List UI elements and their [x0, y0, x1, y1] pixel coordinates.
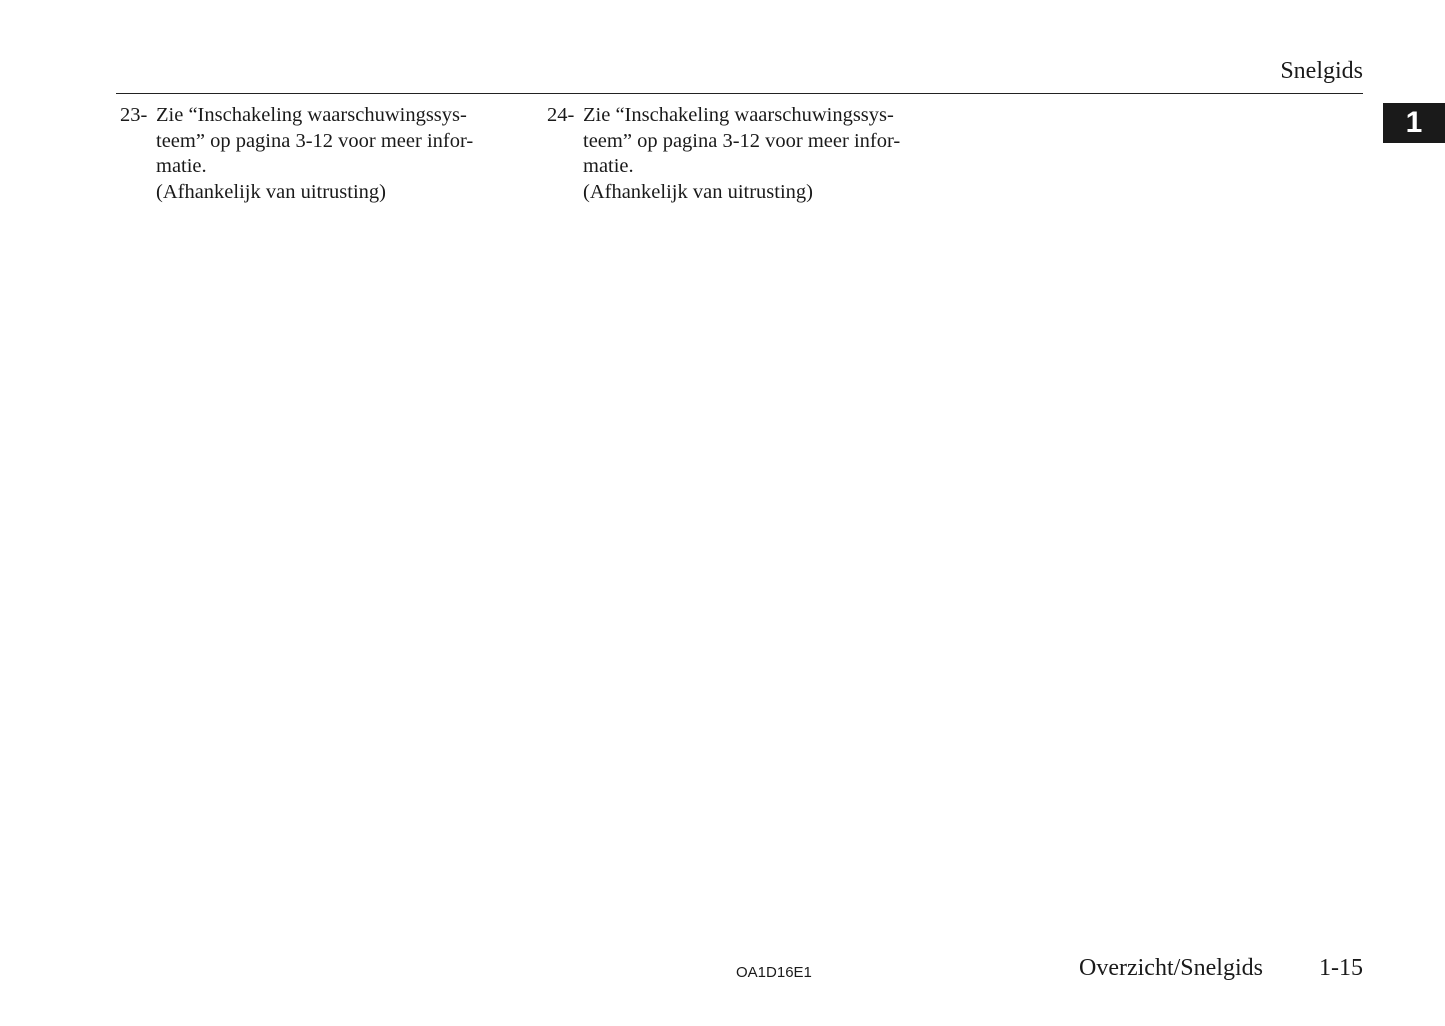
item-text — [156, 103, 520, 205]
chapter-tab: 1 — [1383, 103, 1445, 143]
item-text-line: matie. — [156, 155, 207, 177]
page-number: 1-15 — [1319, 955, 1363, 981]
footer-section-title: Overzicht/Snelgids — [1079, 955, 1263, 981]
item-text-line: Zie “Inschakeling waarschuwingssys- — [156, 104, 467, 126]
item-text-line: matie. — [583, 155, 634, 177]
item-text-line: teem” op pagina 3-12 voor meer infor- — [583, 129, 901, 152]
item-text-line: (Afhankelijk van uitrusting) — [583, 180, 814, 203]
list-item-24 — [547, 103, 947, 205]
header-divider — [116, 93, 1363, 94]
item-text-line: (Afhankelijk van uitrusting) — [156, 180, 387, 203]
list-item-23 — [120, 103, 520, 205]
page-header-title: Snelgids — [1280, 58, 1363, 84]
document-code: OA1D16E1 — [736, 964, 812, 981]
item-number: 24- — [547, 104, 575, 126]
item-text — [583, 103, 947, 205]
item-number: 23- — [120, 104, 148, 126]
item-text-line: teem” op pagina 3-12 voor meer infor- — [156, 129, 474, 152]
item-text-line: Zie “Inschakeling waarschuwingssys- — [583, 104, 894, 126]
